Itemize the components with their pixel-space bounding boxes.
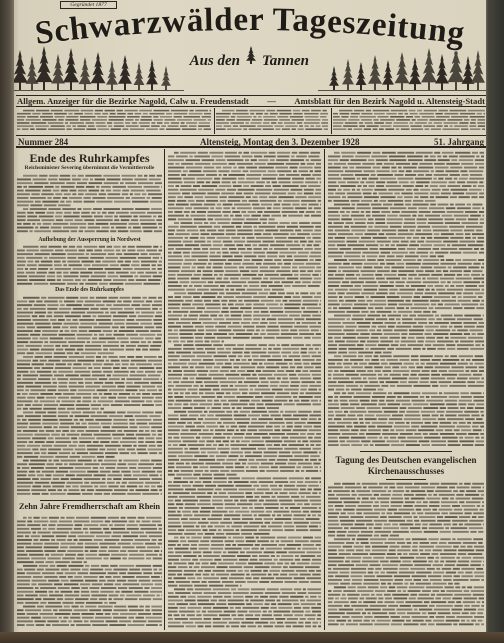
pine-tree-icon bbox=[421, 48, 437, 90]
pine-tree-icon bbox=[79, 57, 92, 90]
info-divider bbox=[331, 108, 332, 134]
article-body-text bbox=[17, 245, 162, 286]
pine-tree-icon bbox=[161, 66, 171, 90]
issue-volume: 51. Jahrgang bbox=[433, 136, 484, 147]
article-divider bbox=[40, 500, 140, 501]
pine-tree-icon bbox=[329, 66, 339, 90]
pine-tree-icon bbox=[14, 50, 28, 90]
article-body-text bbox=[17, 296, 162, 498]
pine-tree-icon bbox=[63, 48, 79, 90]
pine-tree-icon bbox=[435, 54, 449, 90]
pine-tree-icon bbox=[26, 56, 39, 90]
article-body-text bbox=[328, 151, 484, 449]
tagline-right: Amtsblatt für den Bezirk Nagold u. Altensteig-Stadt bbox=[294, 96, 485, 106]
pine-tree-icon bbox=[118, 55, 132, 90]
headline-underline bbox=[386, 479, 426, 480]
binding-edge bbox=[0, 0, 14, 643]
masthead-tagline bbox=[16, 95, 486, 107]
pine-tree-icon bbox=[146, 59, 158, 90]
article-body-text bbox=[328, 482, 484, 629]
pine-tree-icon bbox=[246, 46, 256, 64]
scan-edge-bottom bbox=[0, 632, 504, 643]
masthead-title bbox=[33, 2, 467, 52]
pine-tree-icon bbox=[134, 62, 145, 90]
article-body-text bbox=[17, 516, 162, 629]
article-divider bbox=[360, 451, 452, 452]
article-body-text bbox=[17, 174, 162, 236]
info-divider bbox=[214, 108, 215, 134]
section-heading: Aufhebung der Aussperrung in Nordwest bbox=[38, 236, 141, 243]
article-body-text bbox=[168, 151, 321, 629]
masthead-subtitle-left: Aus den bbox=[189, 53, 240, 69]
founded-label: Gegründet 1877 bbox=[60, 1, 117, 9]
masthead bbox=[14, 0, 486, 94]
masthead-subtitle-right: Tannen bbox=[262, 53, 309, 69]
publisher-info-text bbox=[216, 109, 328, 133]
tagline-left: Allgem. Anzeiger für die Bezirke Nagold, Calw u. Freudenstadt bbox=[17, 96, 249, 106]
pine-tree-icon bbox=[395, 52, 410, 90]
pine-tree-icon bbox=[106, 60, 118, 90]
pine-tree-icon bbox=[382, 60, 394, 90]
pine-tree-icon bbox=[471, 50, 485, 90]
tagline-separator: — bbox=[267, 96, 276, 106]
pine-tree-icon bbox=[368, 55, 382, 90]
issue-bar bbox=[16, 135, 486, 148]
article-headline: Zehn Jahre Fremdherrschaft am Rhein bbox=[18, 502, 161, 511]
pine-tree-icon bbox=[91, 52, 106, 90]
publisher-info-text bbox=[333, 109, 485, 133]
issue-place-date: Altensteig, Montag den 3. Dezember 1928 bbox=[200, 136, 360, 147]
masthead-title-text: Schwarzwälder Tageszeitung bbox=[32, 1, 468, 52]
pine-tree-icon bbox=[409, 57, 422, 90]
pine-tree-icon bbox=[246, 46, 256, 64]
article-subhead: Reichsminister Severing übernimmt die Vermittlerrolle bbox=[24, 165, 155, 171]
publisher-info-text bbox=[17, 109, 211, 133]
pine-tree-icon bbox=[462, 56, 475, 90]
scan-edge-right bbox=[486, 0, 504, 643]
article-headline: Ende des Ruhrkampfes bbox=[29, 151, 150, 165]
section-heading: Das Ende des Ruhrkampfes bbox=[55, 287, 124, 293]
column-divider bbox=[324, 149, 325, 630]
article-headline: Tagung des Deutschen evangelischen Kirchenausschusses bbox=[335, 455, 477, 476]
pine-tree-icon bbox=[51, 54, 65, 90]
column-divider bbox=[164, 149, 165, 630]
issue-number: Nummer 284 bbox=[18, 136, 69, 147]
pine-tree-icon bbox=[356, 62, 367, 90]
pine-tree-icon bbox=[342, 59, 354, 90]
